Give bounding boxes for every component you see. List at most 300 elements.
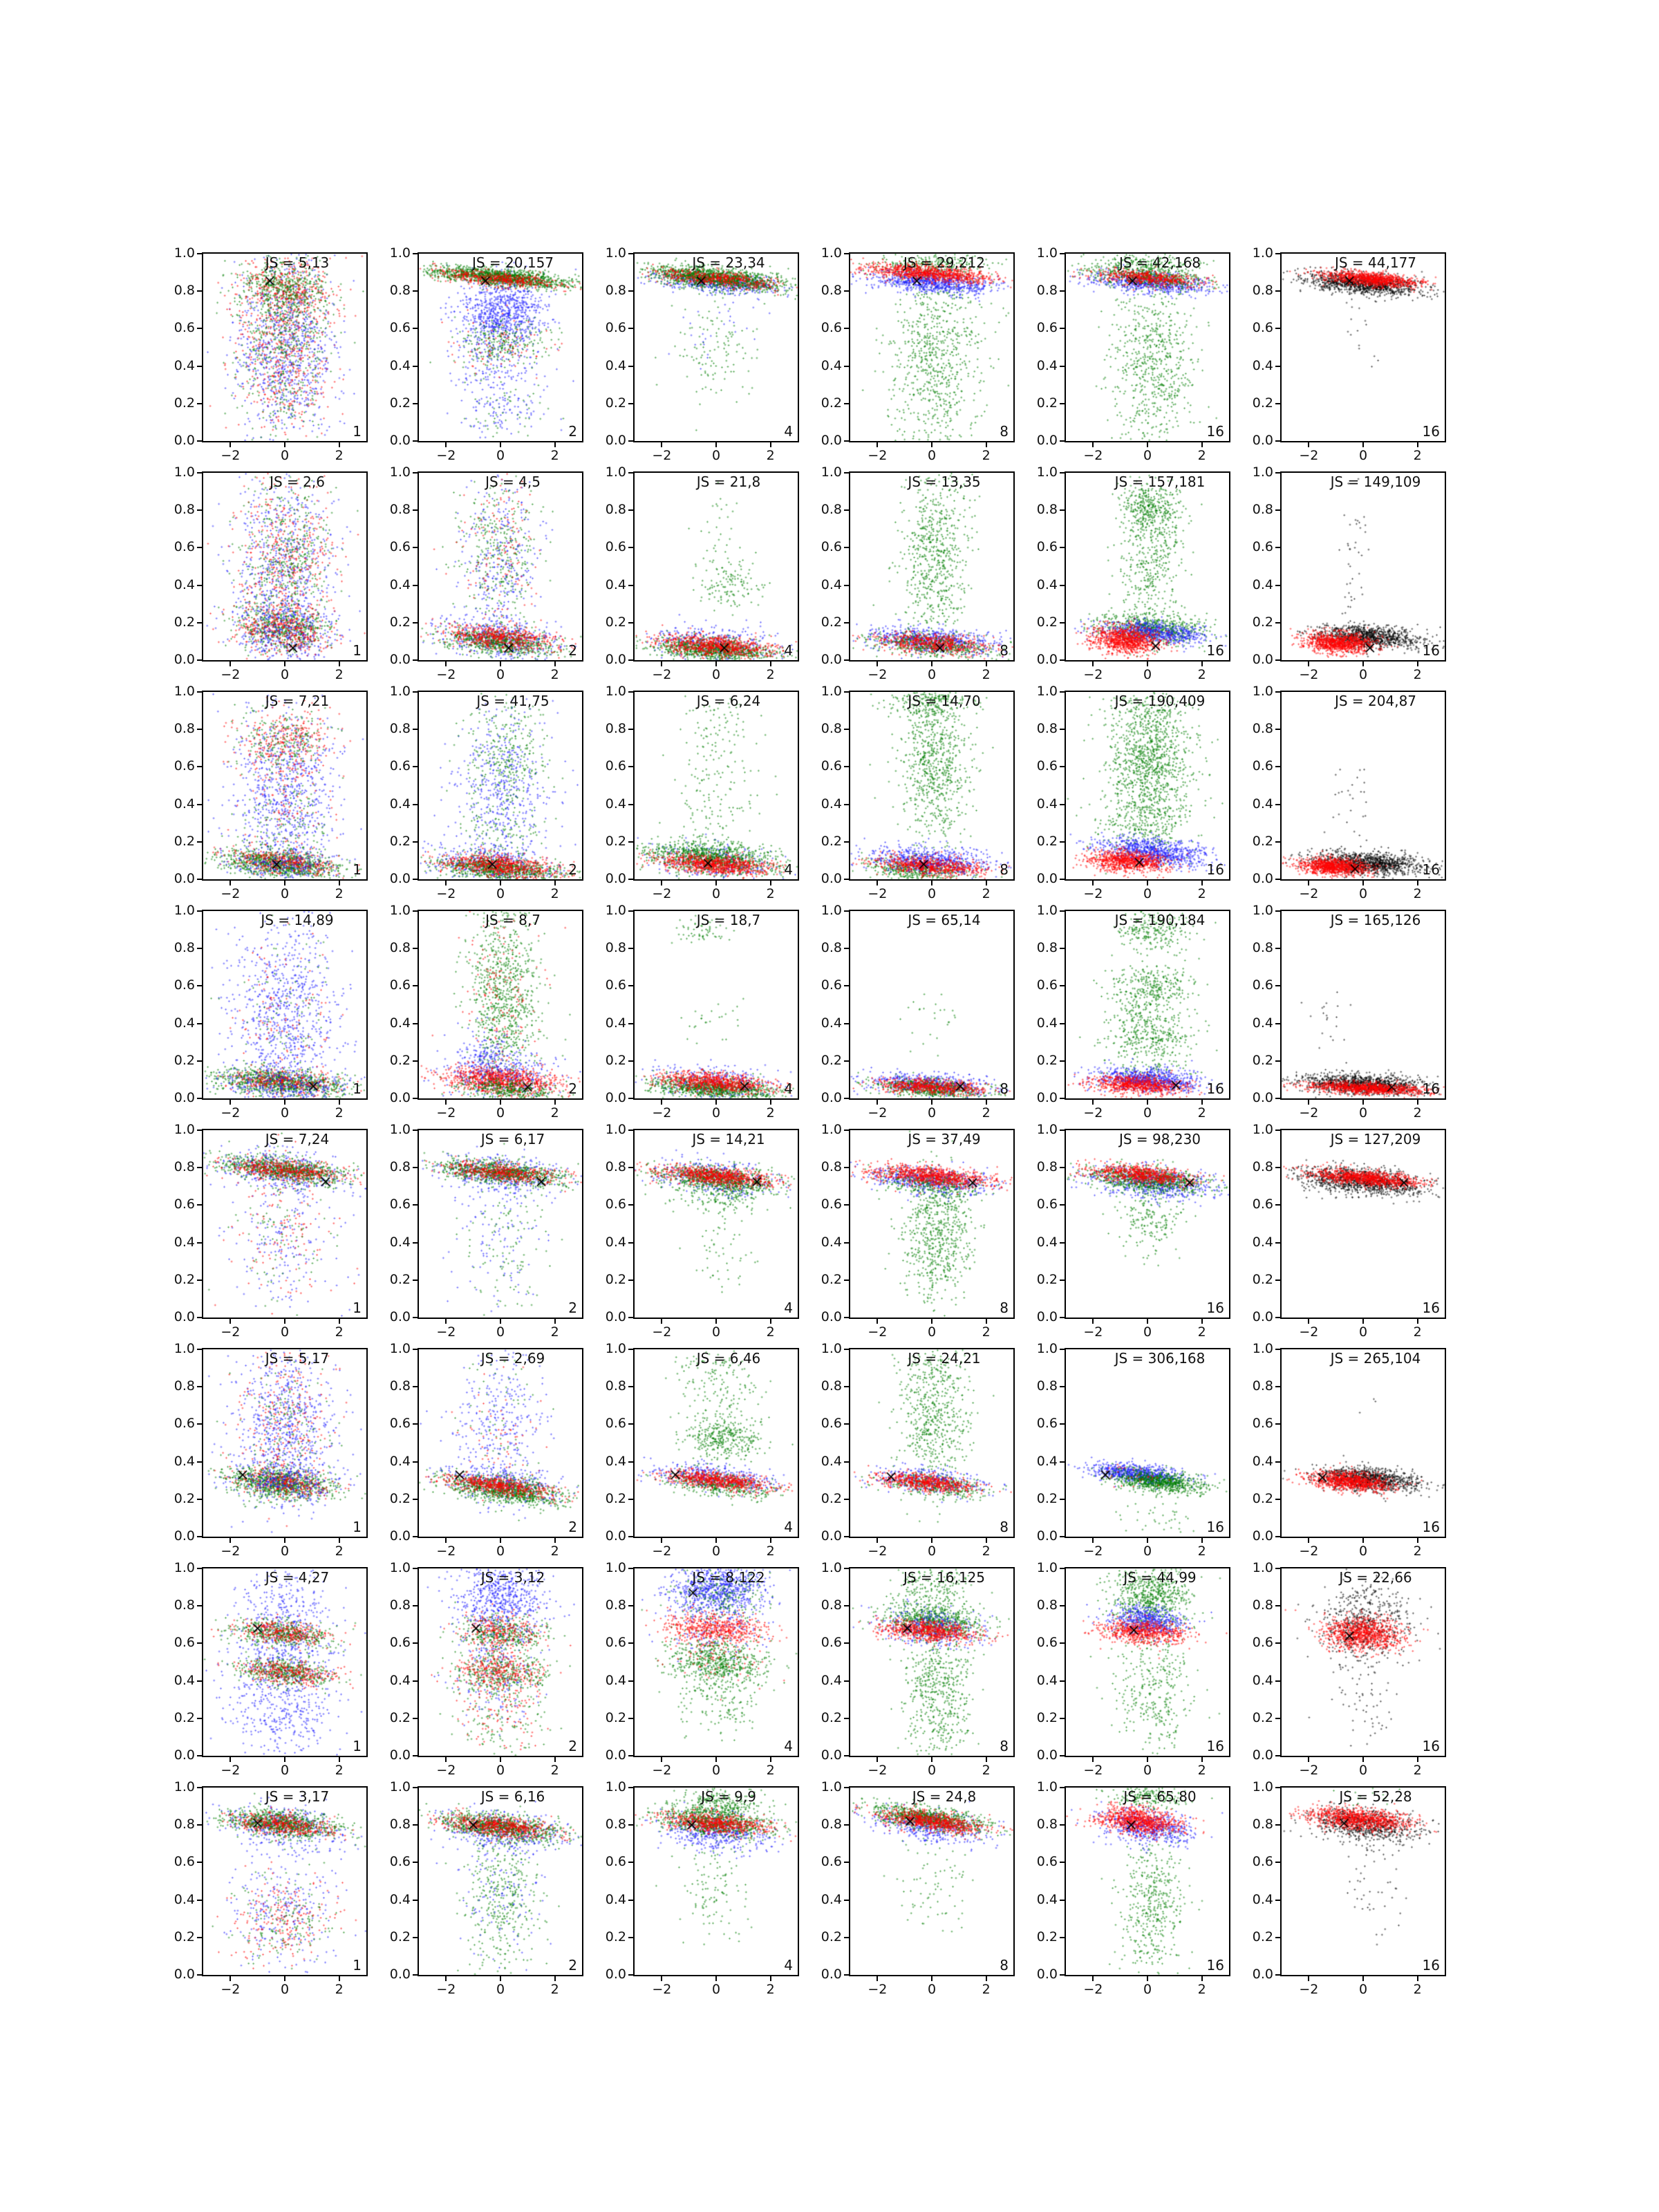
y-tick-mark [1060,1499,1065,1500]
x-tick-label: 2 [982,886,991,901]
y-tick-label: 0.4 [389,796,411,812]
x-tick-label: −2 [652,667,672,682]
y-tick-mark [844,1317,849,1318]
y-tick-label: 1.0 [1036,1122,1058,1137]
x-tick-mark [770,442,771,447]
y-tick-label: 0.8 [1036,1159,1058,1175]
y-tick-mark [413,766,418,767]
y-tick-label: 0.2 [821,1709,842,1725]
y-tick-mark [1060,472,1065,474]
y-tick-mark [1060,691,1065,693]
y-tick-mark [844,1098,849,1099]
scatter-subplot [1252,245,1446,463]
y-tick-mark [197,691,202,693]
x-tick-mark [229,1976,231,1981]
y-tick-label: 0.4 [605,1234,626,1250]
y-tick-label: 0.0 [1252,1747,1273,1763]
x-tick-mark [284,442,285,447]
y-tick-mark [844,1937,849,1938]
subplot-corner-label: 8 [1000,1519,1009,1535]
y-tick-label: 0.2 [174,1052,195,1068]
subplot-title: JS = 265,104 [1330,1350,1421,1367]
x-tick-mark [661,1319,662,1324]
y-tick-label: 0.6 [605,1197,626,1212]
x-tick-mark [770,1757,771,1762]
scatter-subplot [389,1122,583,1340]
y-tick-mark [844,879,849,880]
x-tick-label: 2 [335,1105,344,1121]
y-tick-mark [197,547,202,548]
y-tick-mark [844,1130,849,1131]
x-tick-label: 0 [711,667,721,682]
y-tick-mark [197,910,202,912]
subplot-corner-label: 4 [784,1957,793,1974]
subplot-title: JS = 18,7 [696,912,761,928]
x-tick-mark [661,1100,662,1105]
y-tick-label: 1.0 [174,684,195,699]
y-tick-mark [844,1536,849,1537]
x-tick-mark [1147,442,1148,447]
y-tick-mark [628,1824,633,1826]
x-tick-mark [339,1538,340,1543]
x-tick-label: −2 [1299,1544,1319,1559]
x-tick-label: 2 [335,1324,344,1340]
scatter-subplot [821,1560,1015,1778]
x-tick-mark [1201,1319,1203,1324]
x-tick-label: 2 [982,1544,991,1559]
y-tick-mark [1060,366,1065,367]
x-tick-label: −2 [1299,1763,1319,1778]
y-tick-mark [844,1386,849,1387]
y-tick-mark [197,1937,202,1938]
subplot-title: JS = 13,35 [908,474,981,490]
scatter-subplot [174,1779,368,1997]
scatter-subplot [1036,684,1230,901]
scatter-subplot [821,1122,1015,1340]
y-tick-mark [197,1605,202,1606]
subplot-title: JS = 6,16 [480,1788,545,1805]
y-tick-label: 0.6 [605,539,626,555]
y-tick-label: 0.8 [389,1159,411,1175]
x-tick-label: −2 [868,886,888,901]
x-tick-mark [284,1757,285,1762]
y-tick-label: 0.2 [1036,395,1058,411]
scatter-subplot [1252,684,1446,901]
x-tick-mark [554,1538,556,1543]
subplot-title: JS = 165,126 [1330,912,1421,928]
x-tick-mark [500,1319,501,1324]
points-canvas [1282,1349,1445,1537]
y-tick-label: 0.8 [389,502,411,518]
x-tick-label: 0 [1143,448,1152,463]
subplot-title: JS = 24,8 [912,1788,977,1805]
x-tick-mark [1092,1100,1094,1105]
y-tick-mark [1060,1824,1065,1826]
y-tick-label: 0.6 [1252,539,1273,555]
x-tick-label: 0 [1358,886,1368,901]
subplot-corner-label: 16 [1206,861,1224,878]
y-tick-mark [628,290,633,292]
subplot-title: JS = 16,125 [903,1569,986,1586]
points-canvas [1282,1788,1445,1975]
x-tick-mark [1201,442,1203,447]
y-tick-label: 0.0 [1036,1528,1058,1544]
y-tick-label: 0.2 [1036,614,1058,630]
y-tick-mark [844,948,849,949]
x-tick-label: 2 [1413,667,1422,682]
x-tick-label: 0 [1358,448,1368,463]
x-tick-mark [1308,1976,1309,1981]
y-tick-label: 0.0 [1036,1090,1058,1105]
scatter-subplot [1036,1560,1230,1778]
x-tick-mark [554,1757,556,1762]
y-tick-mark [1060,1242,1065,1244]
y-tick-label: 0.8 [389,940,411,956]
x-tick-label: 0 [711,1544,721,1559]
y-tick-label: 0.4 [1036,1453,1058,1469]
y-tick-label: 0.8 [389,1817,411,1833]
scatter-subplot [174,1122,368,1340]
y-tick-label: 0.0 [1036,1309,1058,1324]
subplot-corner-label: 1 [353,1519,362,1535]
y-tick-mark [413,1349,418,1350]
subplot-corner-label: 4 [784,1738,793,1754]
points-canvas [1066,1349,1229,1537]
y-tick-mark [413,1098,418,1099]
y-tick-mark [844,766,849,767]
y-tick-mark [844,585,849,586]
subplot-title: JS = 65,14 [908,912,981,928]
x-tick-mark [1147,1100,1148,1105]
y-tick-label: 0.6 [389,320,411,336]
y-tick-label: 0.4 [1252,796,1273,812]
y-tick-mark [1060,1423,1065,1425]
x-tick-label: 2 [1197,1105,1206,1121]
y-tick-label: 0.8 [1252,502,1273,518]
x-tick-mark [1201,1976,1203,1981]
y-tick-label: 1.0 [389,465,411,480]
x-tick-mark [1147,1976,1148,1981]
y-tick-label: 0.2 [1252,1709,1273,1725]
y-tick-mark [628,328,633,329]
points-canvas [1066,254,1229,441]
x-tick-label: 2 [1413,1544,1422,1559]
scatter-subplot [1252,1122,1446,1340]
y-tick-label: 0.8 [174,502,195,518]
x-tick-mark [1417,1319,1418,1324]
subplot-corner-label: 2 [568,1519,577,1535]
y-tick-label: 0.8 [821,1378,842,1394]
y-tick-mark [197,1862,202,1863]
x-tick-mark [877,1319,878,1324]
x-tick-mark [877,881,878,885]
y-tick-mark [197,729,202,730]
y-tick-label: 1.0 [605,684,626,699]
x-tick-mark [284,662,285,666]
subplot-title: JS = 14,70 [908,693,981,709]
scatter-subplot [1036,903,1230,1121]
y-tick-label: 0.2 [1036,1709,1058,1725]
y-tick-mark [1275,1642,1280,1644]
scatter-subplot [605,465,799,682]
y-tick-label: 0.4 [1252,357,1273,373]
y-tick-label: 1.0 [174,1560,195,1575]
subplot-title: JS = 6,46 [696,1350,761,1367]
scatter-subplot [389,1560,583,1778]
y-tick-label: 1.0 [1252,465,1273,480]
y-tick-label: 0.6 [821,1197,842,1212]
scatter-subplot [1036,1779,1230,1997]
y-tick-mark [197,1642,202,1644]
x-tick-label: 2 [335,886,344,901]
y-tick-label: 0.8 [174,283,195,299]
y-tick-mark [1060,1023,1065,1024]
y-tick-label: 1.0 [174,1122,195,1137]
y-tick-mark [413,910,418,912]
y-tick-mark [1060,1349,1065,1350]
subplot-title: JS = 14,89 [261,912,334,928]
x-tick-mark [770,1100,771,1105]
x-tick-mark [661,662,662,666]
y-tick-label: 0.4 [1036,1891,1058,1907]
y-tick-mark [1275,1204,1280,1206]
y-tick-label: 0.8 [1252,283,1273,299]
subplot-grid [174,245,1446,1997]
scatter-subplot [389,684,583,901]
x-tick-mark [715,1538,717,1543]
y-tick-label: 0.8 [821,721,842,737]
y-tick-mark [1275,1680,1280,1682]
y-tick-label: 0.6 [1252,1854,1273,1870]
scatter-subplot [605,1341,799,1559]
y-tick-mark [1275,804,1280,805]
points-canvas [203,911,366,1098]
x-tick-mark [229,442,231,447]
y-tick-label: 0.8 [605,940,626,956]
y-tick-label: 0.8 [821,1159,842,1175]
y-tick-label: 0.8 [1252,1817,1273,1833]
subplot-title: JS = 65,80 [1123,1788,1197,1805]
y-tick-label: 0.4 [1252,1672,1273,1688]
x-tick-label: 0 [711,1324,721,1340]
y-tick-mark [844,509,849,511]
y-tick-label: 0.2 [389,1271,411,1287]
y-tick-label: 0.0 [389,1747,411,1763]
y-tick-mark [1275,585,1280,586]
x-tick-mark [931,1538,932,1543]
y-tick-mark [1060,948,1065,949]
points-canvas [635,1788,798,1975]
y-tick-label: 0.6 [605,1416,626,1432]
points-canvas [850,1568,1013,1756]
scatter-subplot [821,903,1015,1121]
y-tick-label: 1.0 [389,1779,411,1794]
x-tick-label: 2 [982,1763,991,1778]
x-tick-mark [715,442,717,447]
y-tick-mark [628,547,633,548]
scatter-subplot [1252,1341,1446,1559]
x-tick-mark [986,1100,987,1105]
y-tick-mark [628,985,633,986]
x-tick-mark [500,442,501,447]
y-tick-mark [1275,1974,1280,1976]
y-tick-label: 0.0 [1036,1747,1058,1763]
y-tick-mark [413,440,418,442]
y-tick-label: 1.0 [389,1341,411,1356]
y-tick-mark [413,1900,418,1901]
scatter-subplot [1036,1122,1230,1340]
points-canvas [1282,911,1445,1098]
y-tick-label: 0.6 [1252,1635,1273,1651]
x-tick-mark [284,1319,285,1324]
y-tick-label: 0.6 [1036,1635,1058,1651]
y-tick-mark [844,547,849,548]
y-tick-mark [1275,1349,1280,1350]
y-tick-mark [844,622,849,624]
y-tick-label: 0.0 [389,1967,411,1982]
subplot-corner-label: 8 [1000,423,1009,440]
x-tick-mark [1362,1976,1364,1981]
scatter-subplot [174,1560,368,1778]
x-tick-mark [445,1976,447,1981]
y-tick-label: 0.6 [821,539,842,555]
x-tick-label: −2 [1083,448,1103,463]
y-tick-label: 0.6 [821,977,842,993]
scatter-subplot [1252,1560,1446,1778]
points-canvas [635,692,798,879]
subplot-corner-label: 2 [568,861,577,878]
subplot-title: JS = 204,87 [1334,693,1417,709]
y-tick-mark [1060,290,1065,292]
y-tick-label: 0.6 [1036,539,1058,555]
x-tick-label: 2 [550,448,559,463]
y-tick-mark [413,1536,418,1537]
x-tick-label: 0 [711,1982,721,1997]
y-tick-mark [197,1130,202,1131]
y-tick-mark [628,1605,633,1606]
y-tick-mark [413,1937,418,1938]
x-tick-mark [1417,1976,1418,1981]
subplot-title: JS = 4,27 [265,1569,330,1586]
subplot-title: JS = 3,17 [265,1788,330,1805]
y-tick-mark [844,403,849,404]
x-tick-label: 2 [1413,1982,1422,1997]
subplot-title: JS = 24,21 [908,1350,981,1367]
y-tick-mark [628,1536,633,1537]
y-tick-label: 1.0 [605,1122,626,1137]
y-tick-mark [197,841,202,843]
y-tick-mark [1275,1098,1280,1099]
points-canvas [635,1349,798,1537]
x-tick-mark [1092,1319,1094,1324]
y-tick-mark [628,1680,633,1682]
y-tick-label: 0.6 [605,977,626,993]
y-tick-label: 1.0 [389,1122,411,1137]
y-tick-label: 1.0 [1252,684,1273,699]
points-canvas [850,1788,1013,1975]
y-tick-mark [844,1900,849,1901]
y-tick-mark [1275,1900,1280,1901]
x-tick-label: 0 [1143,667,1152,682]
y-tick-label: 1.0 [174,903,195,918]
subplot-title: JS = 98,230 [1118,1131,1201,1147]
y-tick-mark [1275,1787,1280,1788]
y-tick-label: 0.2 [389,1929,411,1944]
y-tick-mark [1060,910,1065,912]
y-tick-mark [1060,1167,1065,1168]
y-tick-label: 0.0 [1252,1967,1273,1982]
y-tick-label: 0.8 [1036,1817,1058,1833]
x-tick-label: −2 [221,1324,241,1340]
x-tick-label: −2 [1083,1982,1103,1997]
subplot-corner-label: 4 [784,861,793,878]
x-tick-label: −2 [436,1982,456,1997]
y-tick-label: 0.4 [1252,577,1273,592]
subplot-corner-label: 16 [1422,642,1440,659]
y-tick-label: 0.4 [821,1234,842,1250]
y-tick-mark [197,1280,202,1281]
x-tick-mark [1201,881,1203,885]
x-tick-label: −2 [221,1763,241,1778]
y-tick-label: 0.0 [605,1309,626,1324]
x-tick-mark [661,881,662,885]
y-tick-label: 0.4 [1036,1234,1058,1250]
x-tick-mark [1362,1319,1364,1324]
x-tick-mark [554,1976,556,1981]
x-tick-label: 0 [927,448,937,463]
y-tick-mark [628,1718,633,1719]
x-tick-mark [877,442,878,447]
scatter-subplot [389,1779,583,1997]
x-tick-mark [1417,881,1418,885]
y-tick-mark [1060,985,1065,986]
y-tick-label: 0.8 [605,502,626,518]
y-tick-mark [413,472,418,474]
y-tick-mark [628,1349,633,1350]
x-tick-mark [986,662,987,666]
y-tick-mark [844,985,849,986]
y-tick-label: 0.4 [605,1891,626,1907]
y-tick-label: 0.8 [1252,940,1273,956]
y-tick-mark [413,948,418,949]
x-tick-mark [1092,1976,1094,1981]
y-tick-label: 0.2 [174,1929,195,1944]
y-tick-mark [1060,1787,1065,1788]
x-tick-label: 2 [766,667,775,682]
y-tick-label: 0.0 [821,1309,842,1324]
subplot-title: JS = 42,168 [1118,254,1201,271]
y-tick-label: 0.8 [1036,283,1058,299]
y-tick-mark [844,1755,849,1756]
points-canvas [1066,1568,1229,1756]
x-tick-label: 2 [335,448,344,463]
y-tick-label: 0.2 [389,1709,411,1725]
points-canvas [419,1568,582,1756]
scatter-subplot [605,903,799,1121]
x-tick-label: 2 [550,1982,559,1997]
y-tick-mark [1060,1937,1065,1938]
scatter-subplot [174,903,368,1121]
x-tick-label: 0 [927,1544,937,1559]
x-tick-label: −2 [221,1982,241,1997]
y-tick-mark [1275,729,1280,730]
y-tick-label: 0.0 [389,1309,411,1324]
y-tick-label: 0.4 [1252,1453,1273,1469]
y-tick-label: 0.2 [1252,395,1273,411]
x-tick-mark [445,1757,447,1762]
x-tick-label: 0 [927,1324,937,1340]
x-tick-mark [1362,442,1364,447]
